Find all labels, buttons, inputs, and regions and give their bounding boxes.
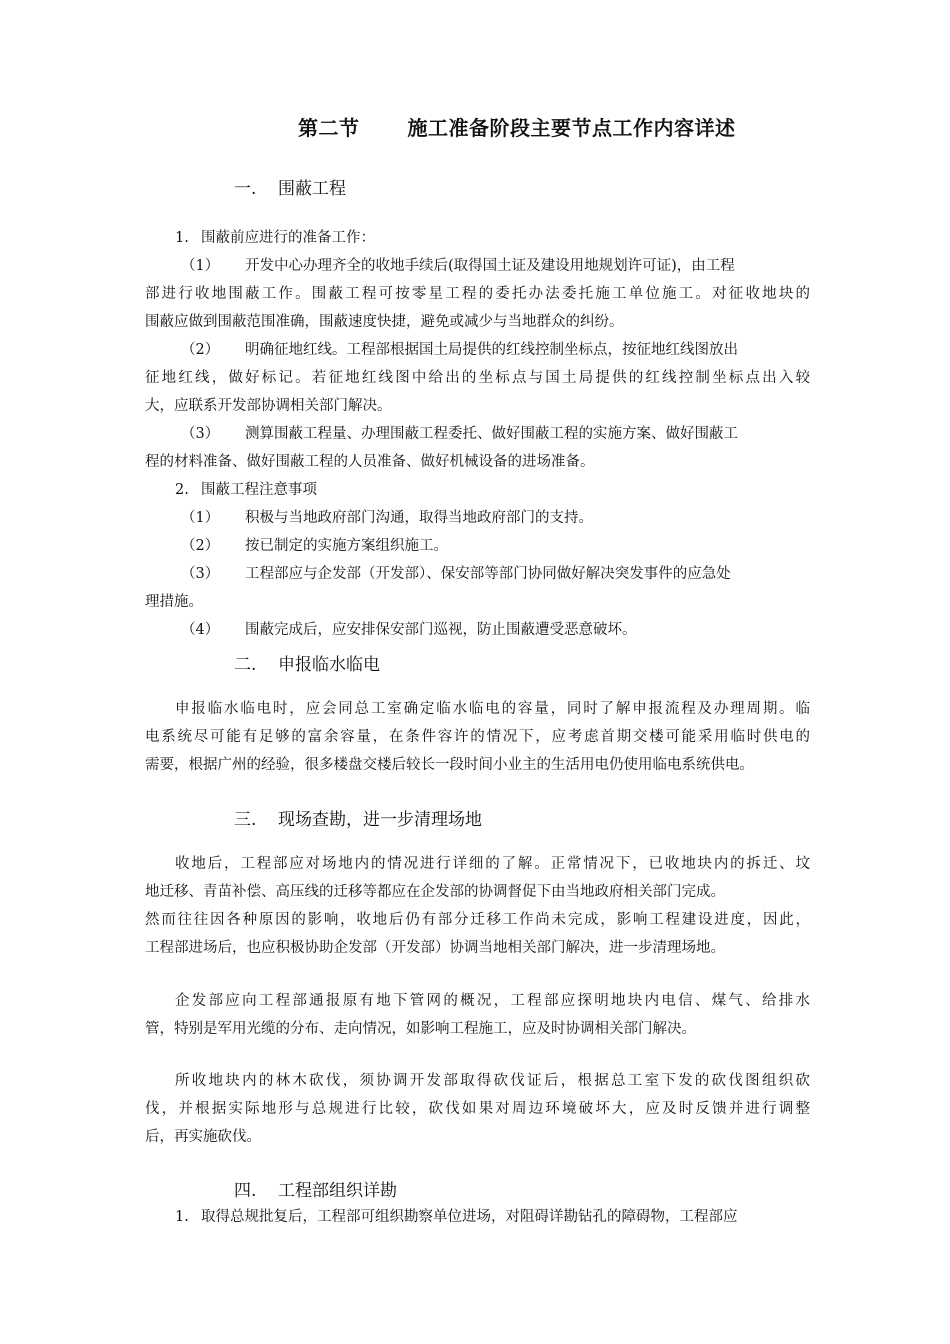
paragraph-line: 所收地块内的林木砍伐，须协调开发部取得砍伐证后，根据总工室下发的砍伐图组织砍: [175, 1073, 810, 1089]
paragraph-line: 征地红线，做好标记。若征地红线图中给出的坐标点与国土局提供的红线控制坐标点出入较: [145, 370, 810, 386]
paragraph-line: 申报临水临电时，应会同总工室确定临水临电的容量，同时了解申报流程及办理周期。临: [175, 701, 810, 717]
section-3-para-1: [145, 850, 810, 962]
section-2-body: [145, 695, 810, 779]
section-title-text: 施工准备阶段主要节点工作内容详述: [407, 116, 736, 140]
paragraph-line: （3） 工程部应与企发部（开发部）、保安部等部门协同做好解决突发事件的应急处: [181, 566, 731, 582]
paragraph-line: 后，再实施砍伐。: [145, 1129, 261, 1145]
paragraph-line: （1） 开发中心办理齐全的收地手续后(取得国土证及建设用地规划许可证)，由工程: [181, 258, 735, 274]
section-3-para-3: [145, 1067, 810, 1151]
section-4-body: [145, 1203, 810, 1231]
paragraph-line: （4） 围蔽完成后，应安排保安部门巡视，防止围蔽遭受恶意破坏。: [181, 622, 637, 638]
paragraph-line: 程的材料准备、做好围蔽工程的人员准备、做好机械设备的进场准备。: [145, 454, 595, 470]
heading-number: 二.: [234, 655, 257, 675]
paragraph-line: 企发部应向工程部通报原有地下管网的概况，工程部应探明地块内电信、煤气、给排水: [175, 993, 810, 1009]
heading-2: [234, 650, 380, 675]
heading-text: 工程部组织详勘: [278, 1181, 397, 1201]
paragraph-line: （2） 按已制定的实施方案组织施工。: [181, 538, 448, 554]
heading-text: 现场查勘，进一步清理场地: [278, 810, 482, 830]
paragraph-line: 伐，并根据实际地形与总规进行比较，砍伐如果对周边环境破坏大，应及时反馈并进行调整: [145, 1101, 810, 1117]
paragraph-line: 大，应联系开发部协调相关部门解决。: [145, 398, 392, 414]
section-3-para-2: [145, 987, 810, 1043]
paragraph-line: 围蔽应做到围蔽范围准确，围蔽速度快捷，避免或减少与当地群众的纠纷。: [145, 314, 624, 330]
heading-number: 一.: [234, 179, 257, 199]
paragraph-line: 部进行收地围蔽工作。围蔽工程可按零星工程的委托办法委托施工单位施工。对征收地块的: [145, 286, 810, 302]
paragraph-line: （2） 明确征地红线。工程部根据国土局提供的红线控制坐标点，按征地红线图放出: [181, 342, 738, 358]
section-1-body: [145, 224, 810, 644]
paragraph-line: 管，特别是军用光缆的分布、走向情况，如影响工程施工，应及时协调相关部门解决。: [145, 1021, 696, 1037]
list-item: 1. 取得总规批复后，工程部可组织勘察单位进场，对阻碍详勘钻孔的障碍物，工程部应: [175, 1209, 738, 1225]
paragraph-line: 收地后，工程部应对场地内的情况进行详细的了解。正常情况下，已收地块内的拆迁、坟: [175, 856, 810, 872]
paragraph-line: 需要，根据广州的经验，很多楼盘交楼后较长一段时间小业主的生活用电仍使用临电系统供电。: [145, 757, 754, 773]
heading-1: [234, 174, 346, 199]
heading-text: 申报临水临电: [278, 655, 380, 675]
paragraph-line: （3） 测算围蔽工程量、办理围蔽工程委托、做好围蔽工程的实施方案、做好围蔽工: [181, 426, 738, 442]
heading-number: 三.: [234, 810, 257, 830]
paragraph-line: 地迁移、青苗补偿、高压线的迁移等都应在企发部的协调督促下由当地政府相关部门完成。: [145, 884, 725, 900]
heading-4: [234, 1176, 397, 1201]
heading-number: 四.: [234, 1181, 257, 1201]
section-title: [298, 112, 736, 141]
paragraph-line: （1） 积极与当地政府部门沟通，取得当地政府部门的支持。: [181, 510, 593, 526]
paragraph-line: 理措施。: [145, 594, 203, 610]
list-item: 1. 围蔽前应进行的准备工作：: [175, 230, 375, 246]
section-number: 第二节: [298, 116, 360, 140]
heading-text: 围蔽工程: [278, 179, 346, 199]
list-item: 2. 围蔽工程注意事项: [175, 482, 317, 498]
paragraph-line: 然而往往因各种原因的影响，收地后仍有部分迁移工作尚未完成，影响工程建设进度，因此，: [145, 912, 810, 928]
paragraph-line: 电系统尽可能有足够的富余容量，在条件容许的情况下，应考虑首期交楼可能采用临时供电的: [145, 729, 810, 745]
heading-3: [234, 805, 482, 830]
paragraph-line: 工程部进场后，也应积极协助企发部（开发部）协调当地相关部门解决，进一步清理场地。: [145, 940, 725, 956]
